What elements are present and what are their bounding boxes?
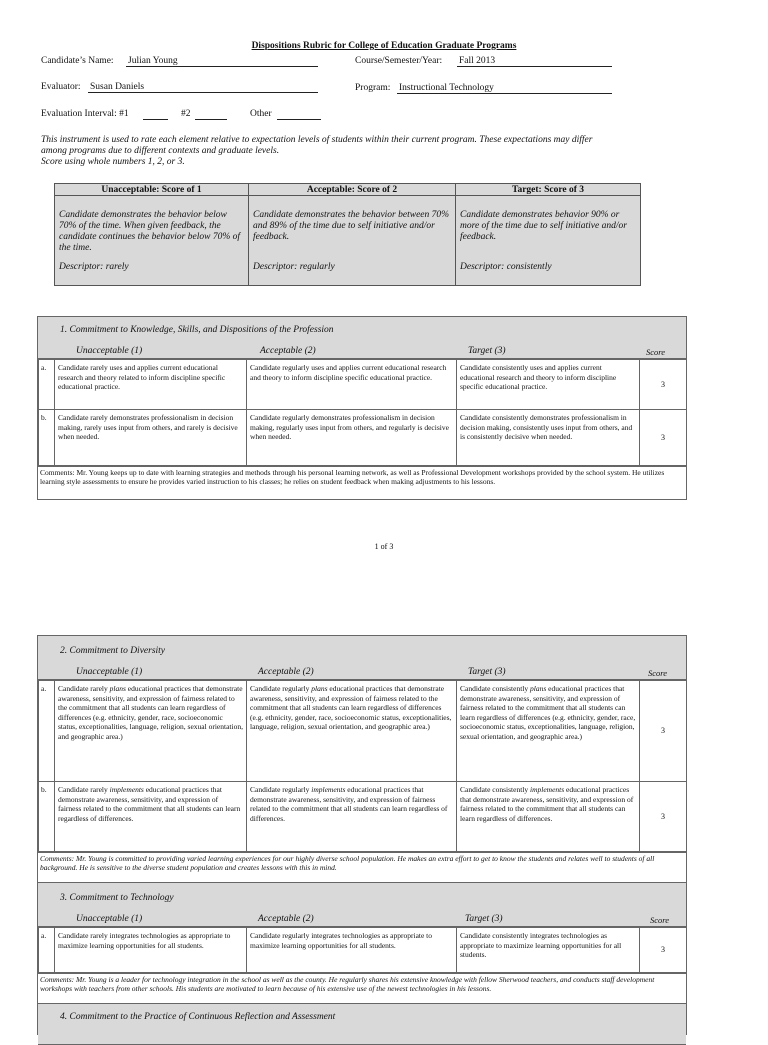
cell-acceptable: Candidate regularly integrates technologies as appropriate to maximize learning opportunities for all students. [247,928,457,973]
cell-emphasis: implements [109,785,144,794]
column-target: Target (3) [468,346,506,356]
cell-text: Candidate regularly [250,785,312,794]
table-row [39,782,687,852]
column-acceptable: Acceptable (2) [260,346,316,356]
evaluator-field[interactable]: Susan Daniels [88,82,318,93]
scale-text-target: Candidate demonstrates behavior 90% or more of the time due to self initiative and/or feedback. [460,210,627,242]
program-field[interactable]: Instructional Technology [397,83,612,94]
score-scale-table [54,183,641,286]
scale-header-target: Target: Score of 3 [456,184,641,196]
section-3-comments[interactable]: Comments: Mr. Young is a leader for technology integration in the school as well as the county. He regularly shares his extensive knowledge with fellow Sherwood teachers, and conducts staff development workshops with teachers from other schools. His students are motivated to learn because of his extensive use of the newest technologies in his lessons. [38,973,686,1003]
table-row [39,928,687,973]
row-letter: a. [39,360,55,410]
instructions-line-1: This instrument is used to rate each element relative to expectation levels of students within their current program. These expectations may differ [41,135,593,145]
cell-unacceptable: Candidate rarely uses and applies current educational research and theory related to inform discipline specific educational practice. [55,360,247,410]
column-unacceptable: Unacceptable (1) [76,667,143,677]
cell-target: Candidate consistently demonstrates professionalism in decision making, consistently uses input from others, and is consistently decisive when needed. [457,410,640,466]
cell-text: educational practices that demonstrate awareness, sensitivity, and expression of fairness related to the commitment that all students can learn regardless of differences. [58,785,241,823]
row-letter: b. [39,410,55,466]
column-target: Target (3) [465,914,503,924]
section-4-header [38,1003,686,1045]
scale-header-unacceptable: Unacceptable: Score of 1 [55,184,249,196]
candidate-name-label: Candidate’s Name: [41,56,114,66]
scale-descriptor-unacceptable: Descriptor: rarely [59,262,129,272]
section-2-box [37,635,687,1035]
section-3-table [38,927,687,973]
section-4-title: 4. Commitment to the Practice of Continuous Reflection and Assessment [60,1012,336,1022]
cell-acceptable: Candidate regularly uses and applies current educational research and theory to inform discipline specific educational practice. [247,360,457,410]
scale-descriptor-target: Descriptor: consistently [460,262,552,272]
cell-emphasis: plans [530,684,547,693]
column-score: Score [648,668,668,678]
column-target: Target (3) [468,667,506,677]
cell-text: Candidate regularly [250,684,312,693]
evaluator-label: Evaluator: [41,82,81,92]
instructions-text [41,135,731,168]
cell-acceptable [247,782,457,852]
section-1-table [38,359,687,466]
cell-text: Candidate rarely [58,684,110,693]
interval-2-field[interactable] [195,109,227,120]
score-cell[interactable]: 3 [640,360,687,410]
table-row [39,360,687,410]
table-row [39,681,687,782]
cell-emphasis: implements [311,785,346,794]
interval-2-label: #2 [181,109,191,119]
document-title: Dispositions Rubric for College of Education Graduate Programs [251,41,517,51]
cell-acceptable: Candidate regularly demonstrates professionalism in decision making, regularly uses input from others, and regularly is decisive when needed. [247,410,457,466]
column-score: Score [650,915,670,925]
row-letter: a. [39,928,55,973]
page-number: 1 of 3 [374,542,394,551]
cell-text: Candidate rarely [58,785,110,794]
instructions-line-3: Score using whole numbers 1, 2, or 3. [41,157,185,167]
scale-cell-unacceptable [55,196,249,286]
section-2-comments[interactable]: Comments: Mr. Young is committed to providing varied learning experiences for our highly diverse school population. He makes an extra effort to get to know the students and relates well to students of all background. He is sensitive to the diverse student population and creates lessons with this in mind. [38,852,686,882]
other-field[interactable] [277,109,321,120]
cell-acceptable [247,681,457,782]
scale-text-acceptable: Candidate demonstrates the behavior between 70% and 89% of the time due to self initiative and/or feedback. [253,210,450,242]
instructions-line-2: among programs due to different contexts and graduate levels. [41,146,280,156]
course-semester-year-label: Course/Semester/Year: [355,56,443,66]
scale-descriptor-acceptable: Descriptor: regularly [253,262,335,272]
cell-target: Candidate consistently uses and applies current educational research and theory to inform discipline specific educational practice. [457,360,640,410]
cell-text: educational practices that demonstrate awareness, sensitivity, and expression of fairness related to the commitment that all students can learn regardless of differences (e.g. ethnicity, gender, race, socioeconomic status, exceptionalities, language, religion, sexual orientation, and geographic area.) [460,684,636,741]
cell-target [457,681,640,782]
section-1-comments[interactable]: Comments: Mr. Young keeps up to date with learning strategies and methods through his personal learning network, as well as Professional Development workshops provided by the school system. He utilizes learning style assessments to ensure he provides varied instruction to his classes; he relies on student feedback when making adjustments to his lessons. [38,466,686,499]
column-acceptable: Acceptable (2) [258,667,314,677]
column-acceptable: Acceptable (2) [258,914,314,924]
cell-text: Candidate consistently [460,785,530,794]
column-score: Score [646,347,666,357]
interval-1-field[interactable] [143,109,168,120]
cell-text: educational practices that demonstrate awareness, sensitivity, and expression of fairness related to the commitment that all students can learn regardless of differences. [460,785,634,823]
cell-unacceptable [55,782,247,852]
score-cell[interactable]: 3 [640,928,687,973]
cell-emphasis: implements [530,785,565,794]
cell-unacceptable: Candidate rarely integrates technologies as appropriate to maximize learning opportunities for all students. [55,928,247,973]
section-1-box [37,316,687,500]
candidate-name-field[interactable]: Julian Young [126,56,318,67]
score-cell[interactable]: 3 [640,681,687,782]
table-row [39,410,687,466]
scale-cell-target [456,196,641,286]
program-label: Program: [355,83,391,93]
column-unacceptable: Unacceptable (1) [76,914,143,924]
evaluation-interval-label: Evaluation Interval: #1 [41,109,129,119]
scale-text-unacceptable: Candidate demonstrates the behavior below 70% of the time. When given feedback, the candidate continues the behavior below 70% of the time. [59,210,240,253]
cell-emphasis: plans [109,684,126,693]
row-letter: a. [39,681,55,782]
cell-text: Candidate consistently [460,684,530,693]
section-2-header [38,636,686,680]
section-2-table [38,680,687,852]
row-letter: b. [39,782,55,852]
other-label: Other [250,109,272,119]
section-3-header [38,882,686,927]
section-1-title: 1. Commitment to Knowledge, Skills, and Dispositions of the Profession [60,325,334,335]
cell-target [457,782,640,852]
cell-emphasis: plans [311,684,328,693]
column-unacceptable: Unacceptable (1) [76,346,143,356]
cell-target: Candidate consistently integrates technologies as appropriate to maximize learning opportunities for all students. [457,928,640,973]
cell-text: educational practices that demonstrate awareness, sensitivity, and expression of fairness related to the commitment that all students can learn regardless of differences. [250,785,448,823]
score-cell[interactable]: 3 [640,782,687,852]
score-cell[interactable]: 3 [640,410,687,466]
cell-unacceptable: Candidate rarely demonstrates professionalism in decision making, rarely uses input from others, and rarely is decisive when needed. [55,410,247,466]
course-semester-year-field[interactable]: Fall 2013 [457,56,612,67]
cell-unacceptable [55,681,247,782]
section-1-header [38,317,686,359]
scale-cell-acceptable [249,196,456,286]
section-2-title: 2. Commitment to Diversity [60,646,166,656]
scale-header-acceptable: Acceptable: Score of 2 [249,184,456,196]
cell-text: educational practices that demonstrate awareness, sensitivity, and expression of fairness related to the commitment that all students can learn regardless of differences (e.g. ethnicity, gender, race, socioeconomic status, exceptionalities, language, religion, sexual orientation, and geographic area.) [58,684,243,741]
section-3-title: 3. Commitment to Technology [60,893,174,903]
cell-text: educational practices that demonstrate awareness, sensitivity, and expression of fairness related to the commitment that all students can learn regardless of differences (e.g. ethnicity, gender, race, socioeconomic status, exceptionalities, language, religion, sexual orientation, and geographic area.) [250,684,452,731]
